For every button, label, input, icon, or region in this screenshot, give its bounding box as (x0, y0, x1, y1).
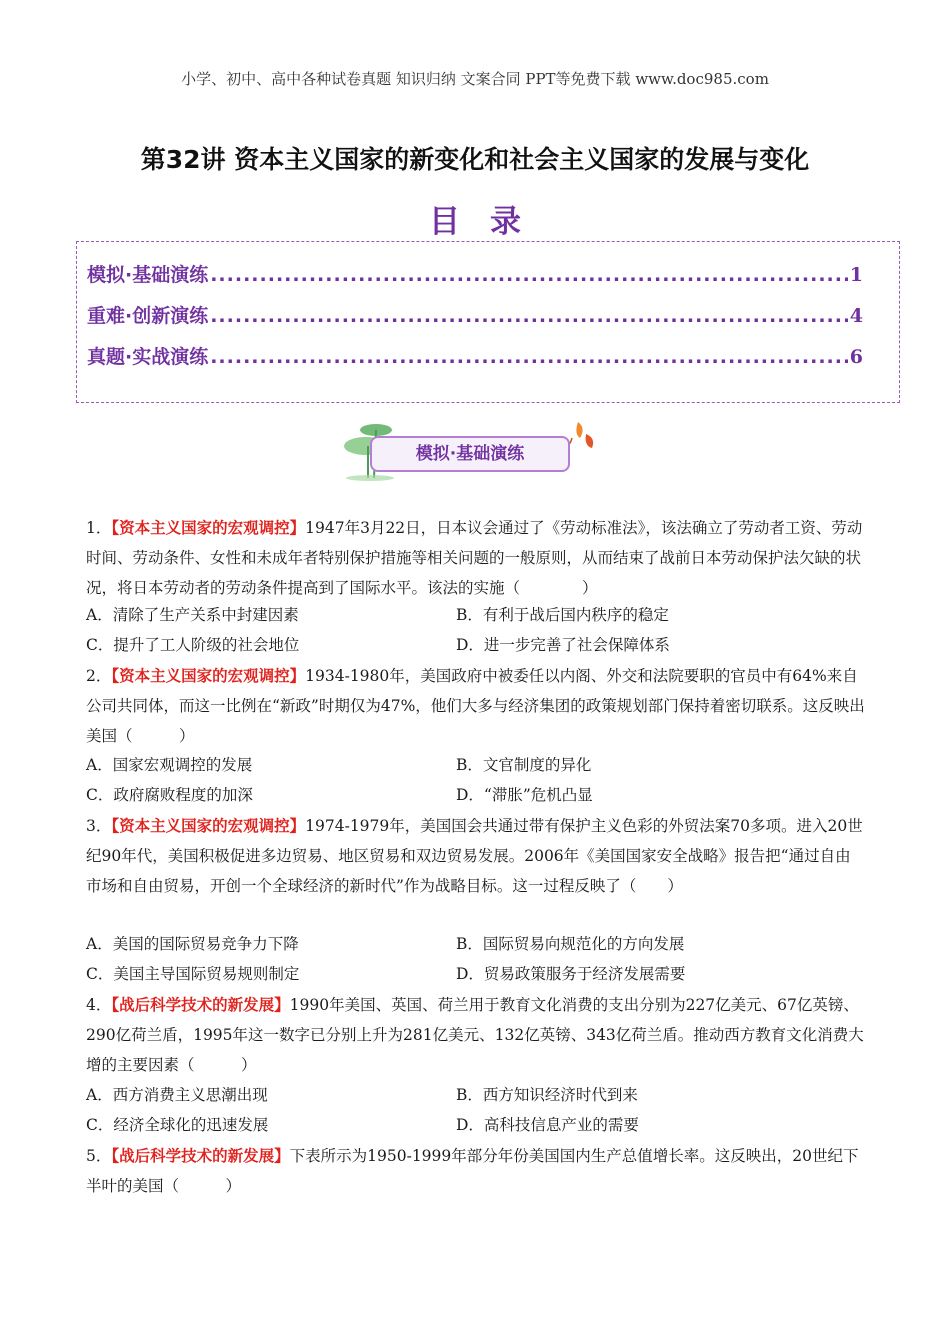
toc-item-real-exam[interactable] (87, 342, 863, 370)
option-b[interactable]: B．国际贸易向规范化的方向发展 (456, 935, 685, 953)
page-header: 小学、初中、高中各种试卷真题 知识归纳 文案合同 PPT等免费下载 www.doc985.com (181, 70, 769, 88)
section-banner (340, 416, 610, 482)
option-c[interactable]: C．提升了工人阶级的社会地位 (86, 636, 300, 654)
section-banner-label: 模拟·基础演练 (370, 436, 570, 472)
toc-item-advanced[interactable] (87, 301, 863, 329)
question-stem: 1990年美国、英国、荷兰用于教育文化消费的支出分别为227亿美元、67亿英镑、290亿荷兰盾，1995年这一数字已分别上升为281亿美元、132亿英镑、343亿荷兰盾。推动西方教育文化消费大增的主要因素（ ） (86, 996, 864, 1074)
option-a[interactable]: A．美国的国际贸易竞争力下降 (86, 935, 299, 953)
toc-item-label: 真题·实战演练 (87, 346, 209, 368)
question-stem: 1934-1980年，美国政府中被委任以内阁、外交和法院要职的官员中有64%来自公司共同体，而这一比例在“新政”时期仅为47%，他们大多与经济集团的政策规划部门保持着密切联系。这反映出美国（ ） (86, 667, 865, 745)
question-5 (86, 1141, 866, 1201)
toc-item-label: 模拟·基础演练 (87, 264, 209, 286)
page-title: 第32讲 资本主义国家的新变化和社会主义国家的发展与变化 (140, 145, 810, 174)
toc-leader-dots (210, 305, 848, 327)
question-stem: 1947年3月22日，日本议会通过了《劳动标准法》，该法确立了劳动者工资、劳动时间、劳动条件、女性和未成年者特别保护措施等相关问题的一般原则，从而结束了战前日本劳动保护法欠缺的状况，将日本劳动者的劳动条件提高到了国际水平。该法的实施（ ） (86, 519, 863, 597)
question-stem: 下表所示为1950-1999年部分年份美国国内生产总值增长率。这反映出，20世纪下半叶的美国（ ） (86, 1147, 859, 1195)
question-topic-tag: 【战后科学技术的新发展】 (111, 996, 290, 1014)
option-c[interactable]: C．美国主导国际贸易规则制定 (86, 965, 300, 983)
option-b[interactable]: B．西方知识经济时代到来 (456, 1086, 638, 1104)
option-c[interactable]: C．经济全球化的迅速发展 (86, 1116, 269, 1134)
toc-item-page: 1 (849, 264, 863, 286)
question-number: 2． (86, 667, 112, 685)
toc-item-page: 6 (849, 346, 863, 368)
option-d[interactable]: D．高科技信息产业的需要 (456, 1116, 639, 1134)
toc-heading: 目录 (429, 204, 551, 240)
question-number: 3． (86, 817, 112, 835)
option-d[interactable]: D．进一步完善了社会保障体系 (456, 636, 670, 654)
question-number: 5． (86, 1147, 112, 1165)
option-b[interactable]: B．文官制度的异化 (456, 756, 592, 774)
toc-leader-dots (210, 346, 848, 368)
option-c[interactable]: C．政府腐败程度的加深 (86, 786, 253, 804)
toc-item-basic[interactable] (87, 260, 863, 288)
option-b[interactable]: B．有利于战后国内秩序的稳定 (456, 606, 669, 624)
option-a[interactable]: A．西方消费主义思潮出现 (86, 1086, 268, 1104)
question-topic-tag: 【资本主义国家的宏观调控】 (111, 519, 306, 537)
option-d[interactable]: D．贸易政策服务于经济发展需要 (456, 965, 686, 983)
question-1 (86, 513, 866, 603)
option-a[interactable]: A．国家宏观调控的发展 (86, 756, 253, 774)
question-topic-tag: 【战后科学技术的新发展】 (111, 1147, 290, 1165)
toc-leader-dots (210, 264, 848, 286)
option-d[interactable]: D．“滞胀”危机凸显 (456, 786, 593, 804)
option-a[interactable]: A．清除了生产关系中封建因素 (86, 606, 299, 624)
question-4 (86, 990, 866, 1080)
question-stem: 1974-1979年，美国国会共通过带有保护主义色彩的外贸法案70多项。进入20世纪90年代，美国积极促进多边贸易、地区贸易和双边贸易发展。2006年《美国国家安全战略》报告把“通过自由市场和自由贸易，开创一个全球经济的新时代”作为战略目标。这一过程反映了（ ） (86, 817, 863, 895)
question-3 (86, 811, 866, 901)
question-number: 4． (86, 996, 112, 1014)
question-topic-tag: 【资本主义国家的宏观调控】 (111, 667, 306, 685)
toc-item-page: 4 (849, 305, 863, 327)
question-2 (86, 661, 866, 751)
question-number: 1． (86, 519, 112, 537)
question-topic-tag: 【资本主义国家的宏观调控】 (111, 817, 306, 835)
table-of-contents (76, 241, 900, 403)
toc-item-label: 重难·创新演练 (87, 305, 209, 327)
